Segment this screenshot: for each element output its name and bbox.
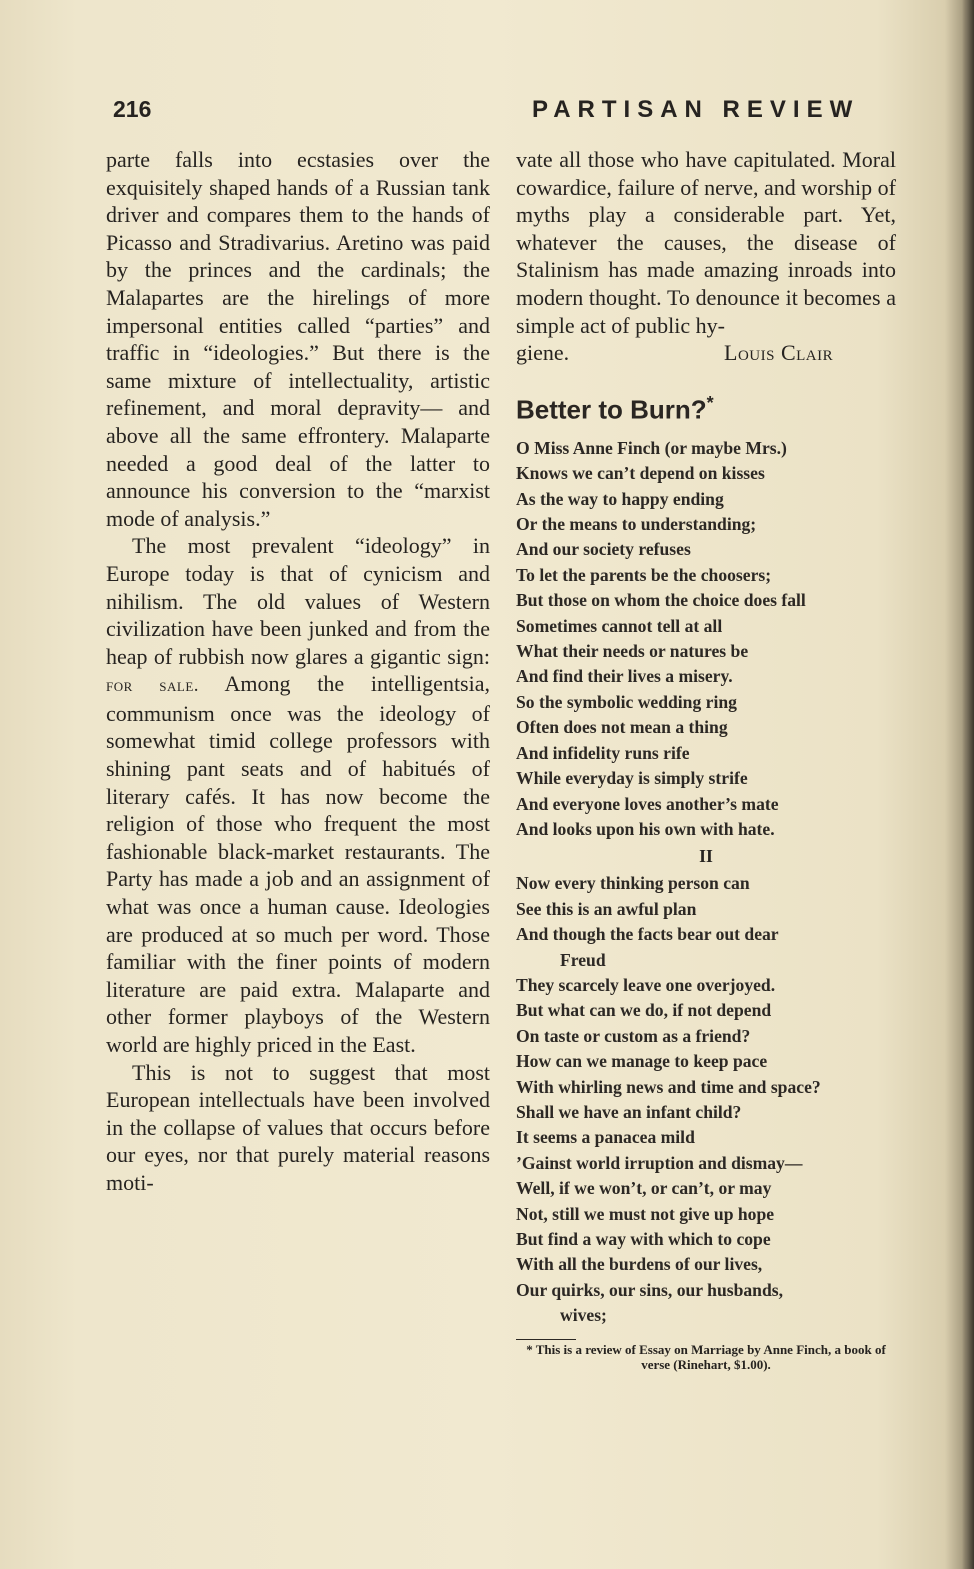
poem-line: O Miss Anne Finch (or maybe Mrs.) xyxy=(516,437,787,458)
for-sale-sign: for sale. xyxy=(106,675,200,697)
poem-line: Well, if we won’t, or can’t, or may xyxy=(516,1178,772,1199)
poem-line: Our quirks, our sins, our husbands, xyxy=(516,1279,783,1300)
poem-line: And find their lives a misery. xyxy=(516,666,733,687)
poem-line: But those on whom the choice does fall xyxy=(516,590,806,611)
paragraph xyxy=(106,532,490,1058)
poem-line: Often does not mean a thing xyxy=(516,717,728,738)
right-column xyxy=(516,146,896,1372)
left-column xyxy=(106,146,490,1197)
poem-line: Or the means to understanding; xyxy=(516,514,757,535)
page-edge-shadow xyxy=(962,0,974,1569)
poem-line: Now every thinking person can xyxy=(516,873,750,894)
poem-line: As the way to happy ending xyxy=(516,488,724,509)
poem-line: What their needs or natures be xyxy=(516,641,749,662)
byline-line xyxy=(516,339,896,367)
poem-line: It seems a panacea mild xyxy=(516,1127,695,1148)
poem-line: So the symbolic wedding ring xyxy=(516,691,737,712)
poem-line: To let the parents be the choosers; xyxy=(516,564,772,585)
page-number: 216 xyxy=(113,96,152,122)
paragraph-text: The most prevalent “ideology” in Europe today is that of cynicism and nihilism. The old values of Western civilization have been junked and from the heap of rubbish now glares a gigantic sign: xyxy=(106,533,490,669)
poem-part-1 xyxy=(516,436,896,843)
poem-line: With all the burdens of our lives, xyxy=(516,1254,763,1275)
paragraph: This is not to suggest that most European intellectuals have been involved in the collapse of values that occurs before our eyes, nor that purely material reasons moti- xyxy=(106,1059,490,1195)
section-marker: II xyxy=(699,846,713,867)
review-title: Better to Burn? xyxy=(516,394,707,425)
footnote: * This is a review of Essay on Marriage by Anne Finch, a book of verse (Rinehart, $1.00). xyxy=(526,1341,886,1372)
poem-line: And infidelity runs rife xyxy=(516,742,690,763)
poem-line: They scarcely leave one overjoyed. xyxy=(516,974,776,995)
poem-line: But what can we do, if not depend xyxy=(516,1000,772,1021)
paragraph: vate all those who have capitulated. Moral cowardice, failure of nerve, and worship of myths play a considerable part. Yet, whatever the causes, the disease of Stalinism has made amazing inroads into modern thought. To denounce it becomes a simple act of public hy- xyxy=(516,147,896,338)
paragraph-end: giene. xyxy=(516,340,570,366)
running-header-title: PARTISAN REVIEW xyxy=(532,96,860,123)
poem-line: And our society refuses xyxy=(516,539,691,560)
poem-line: And though the facts bear out dear xyxy=(516,924,779,945)
poem-line: With whirling news and time and space? xyxy=(516,1076,821,1097)
paragraph: parte falls into ecstasies over the exquisitely shaped hands of a Russian tank driver and compares them to the hands of Picasso and Stradivarius. Aretino was paid by the princes and the cardinals; the Malapartes are the hirelings of more impersonal entities called “parties” and traffic in “ideologies.” But there is the same mixture of intellectuality, artistic refinement, and moral depravity— and above all the same effrontery. Malaparte needed a good deal of the latter to announce his conversion to the “marxist mode of analysis.” xyxy=(106,147,490,531)
footnote-rule xyxy=(516,1339,576,1340)
review-heading xyxy=(516,393,896,426)
paragraph-text: Among the intelligentsia, communism once was the ideology of somewhat timid college professors with shining pant seats and of habitués of literary cafés. It has now become the religion of those who frequent the most fashionable black-market restaurants. The Party has made a job and an assignment of what was once a human cause. Ideologies are produced at so much per word. Those familiar with the finer points of modern literature are paid extra. Malaparte and other former playboys of the Western world are highly priced in the East. xyxy=(106,671,490,1057)
poem-line: Shall we have an infant child? xyxy=(516,1101,742,1122)
poem-line: How can we manage to keep pace xyxy=(516,1051,768,1072)
poem-line: On taste or custom as a friend? xyxy=(516,1025,751,1046)
poem-line: Knows we can’t depend on kisses xyxy=(516,463,765,484)
poem-line: Not, still we must not give up hope xyxy=(516,1203,775,1224)
poem-line: Sometimes cannot tell at all xyxy=(516,615,723,636)
poem-line: And looks upon his own with hate. xyxy=(516,818,775,839)
poem-line: See this is an awful plan xyxy=(516,898,697,919)
poem-line: And everyone loves another’s mate xyxy=(516,793,779,814)
author-name: Louis Clair xyxy=(724,340,834,366)
poem-line: But find a way with which to cope xyxy=(516,1229,771,1249)
poem-line: wives; xyxy=(560,1305,607,1326)
poem-part-2 xyxy=(516,871,896,1328)
footnote-marker: * xyxy=(706,393,714,414)
poem-line: Freud xyxy=(560,949,606,970)
poem-line: While everyday is simply strife xyxy=(516,768,748,789)
poem-line: ’Gainst world irruption and dismay— xyxy=(516,1152,803,1173)
